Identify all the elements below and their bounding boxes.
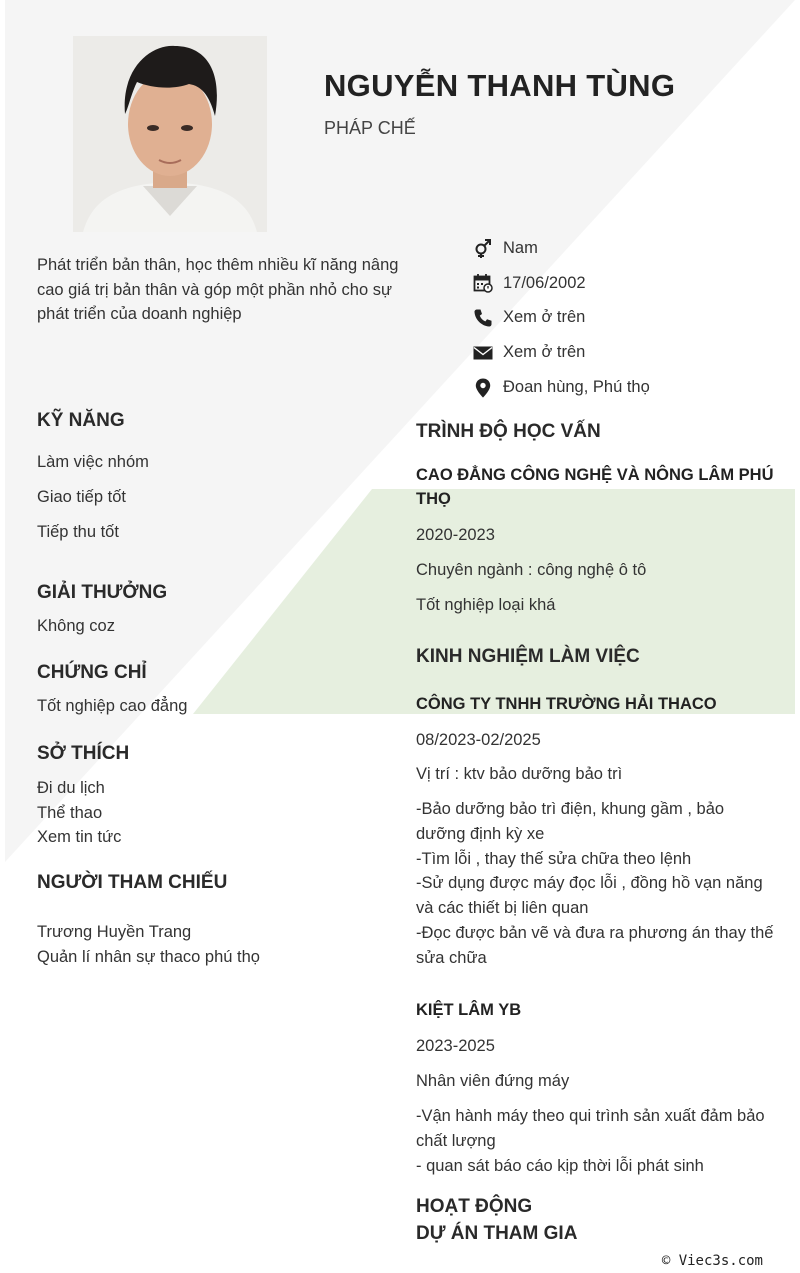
contact-gender — [472, 231, 792, 266]
skill-item: Làm việc nhóm — [37, 453, 149, 471]
education-title: TRÌNH ĐỘ HỌC VẤN — [416, 421, 601, 442]
contact-address — [472, 370, 792, 405]
education-grade: Tốt nghiệp loại khá — [416, 596, 556, 614]
education-school: CAO ĐẲNG CÔNG NGHỆ VÀ NÔNG LÂM PHÚ THỌ — [416, 466, 774, 508]
hobbies-list — [37, 776, 377, 850]
job-role: Nhân viên đứng máy — [416, 1072, 570, 1090]
skill-item: Tiếp thu tốt — [37, 523, 119, 541]
skills-list — [37, 450, 377, 555]
references-title: NGƯỜI THAM CHIẾU — [37, 872, 228, 893]
reference-name: Trương Huyền Trang — [37, 923, 192, 941]
profile-photo — [73, 36, 267, 232]
watermark: © Viec3s.com — [661, 1253, 763, 1269]
job-duty: -Tìm lỗi , thay thế sửa chữa theo lệnh — [416, 849, 692, 868]
contact-birthday — [472, 266, 792, 301]
location-pin-icon — [472, 377, 494, 399]
hobby-item: Đi du lịch — [37, 779, 105, 797]
job-duty: -Vận hành máy theo qui trình sản xuất đảm bảo chất lượng — [416, 1107, 765, 1150]
phone-icon — [472, 307, 494, 329]
job-duties — [416, 1104, 776, 1178]
skill-item: Giao tiếp tốt — [37, 488, 126, 506]
awards-title: GIẢI THƯỞNG — [37, 582, 168, 603]
education-period: 2020-2023 — [416, 526, 495, 544]
job-duty: -Đọc được bản vẽ và đưa ra phương án thay thế sửa chữa — [416, 923, 774, 967]
job-duties — [416, 797, 776, 971]
job-role: Vị trí : ktv bảo dưỡng bảo trì — [416, 765, 623, 783]
avatar — [73, 36, 267, 232]
calendar-icon — [472, 272, 494, 294]
education-major: Chuyên ngành : công nghệ ô tô — [416, 561, 647, 579]
envelope-icon — [472, 342, 494, 364]
contact-info — [472, 231, 792, 405]
job-period: 2023-2025 — [416, 1037, 495, 1055]
candidate-name: NGUYỄN THANH TÙNG — [324, 68, 676, 103]
phone-value: Xem ở trên — [503, 308, 586, 327]
certificates-title: CHỨNG CHỈ — [37, 662, 147, 683]
job-duty: - quan sát báo cáo kịp thời lỗi phát sinh — [416, 1156, 704, 1175]
hobby-item: Xem tin tức — [37, 828, 122, 847]
certificates-text: Tốt nghiệp cao đẳng — [37, 697, 188, 715]
job-duty: -Sử dụng được máy đọc lỗi , đồng hồ vạn năng và các thiết bị liên quan — [416, 874, 763, 918]
reference-role: Quản lí nhân sự thaco phú thọ — [37, 947, 260, 966]
address-value: Đoan hùng, Phú thọ — [503, 378, 650, 397]
hobbies-title: SỞ THÍCH — [37, 743, 130, 764]
career-objective: Phát triển bản thân, học thêm nhiều kĩ năng nâng cao giá trị bản thân và góp một phần nhỏ cho sự phát triển của doanh nghiệp — [37, 256, 399, 323]
gender-icon — [472, 237, 494, 259]
email-value: Xem ở trên — [503, 343, 586, 362]
projects-title: DỰ ÁN THAM GIA — [416, 1223, 578, 1244]
birthday-value: 17/06/2002 — [503, 273, 586, 292]
job-position: PHÁP CHẾ — [324, 118, 416, 138]
job-duty: -Bảo dưỡng bảo trì điện, khung gầm , bảo dưỡng định kỳ xe — [416, 800, 725, 843]
hobby-item: Thể thao — [37, 803, 103, 822]
contact-phone — [472, 301, 792, 336]
job-company: KIỆT LÂM YB — [416, 1001, 522, 1019]
skills-title: KỸ NĂNG — [37, 410, 125, 431]
gender-value: Nam — [503, 238, 538, 257]
reference-entry — [37, 920, 377, 969]
job-company: CÔNG TY TNHH TRƯỜNG HẢI THACO — [416, 695, 717, 713]
contact-email — [472, 335, 792, 370]
job-period: 08/2023-02/2025 — [416, 731, 541, 749]
awards-text: Không coz — [37, 617, 115, 635]
experience-title: KINH NGHIỆM LÀM VIỆC — [416, 646, 640, 667]
activities-title: HOẠT ĐỘNG — [416, 1196, 533, 1217]
